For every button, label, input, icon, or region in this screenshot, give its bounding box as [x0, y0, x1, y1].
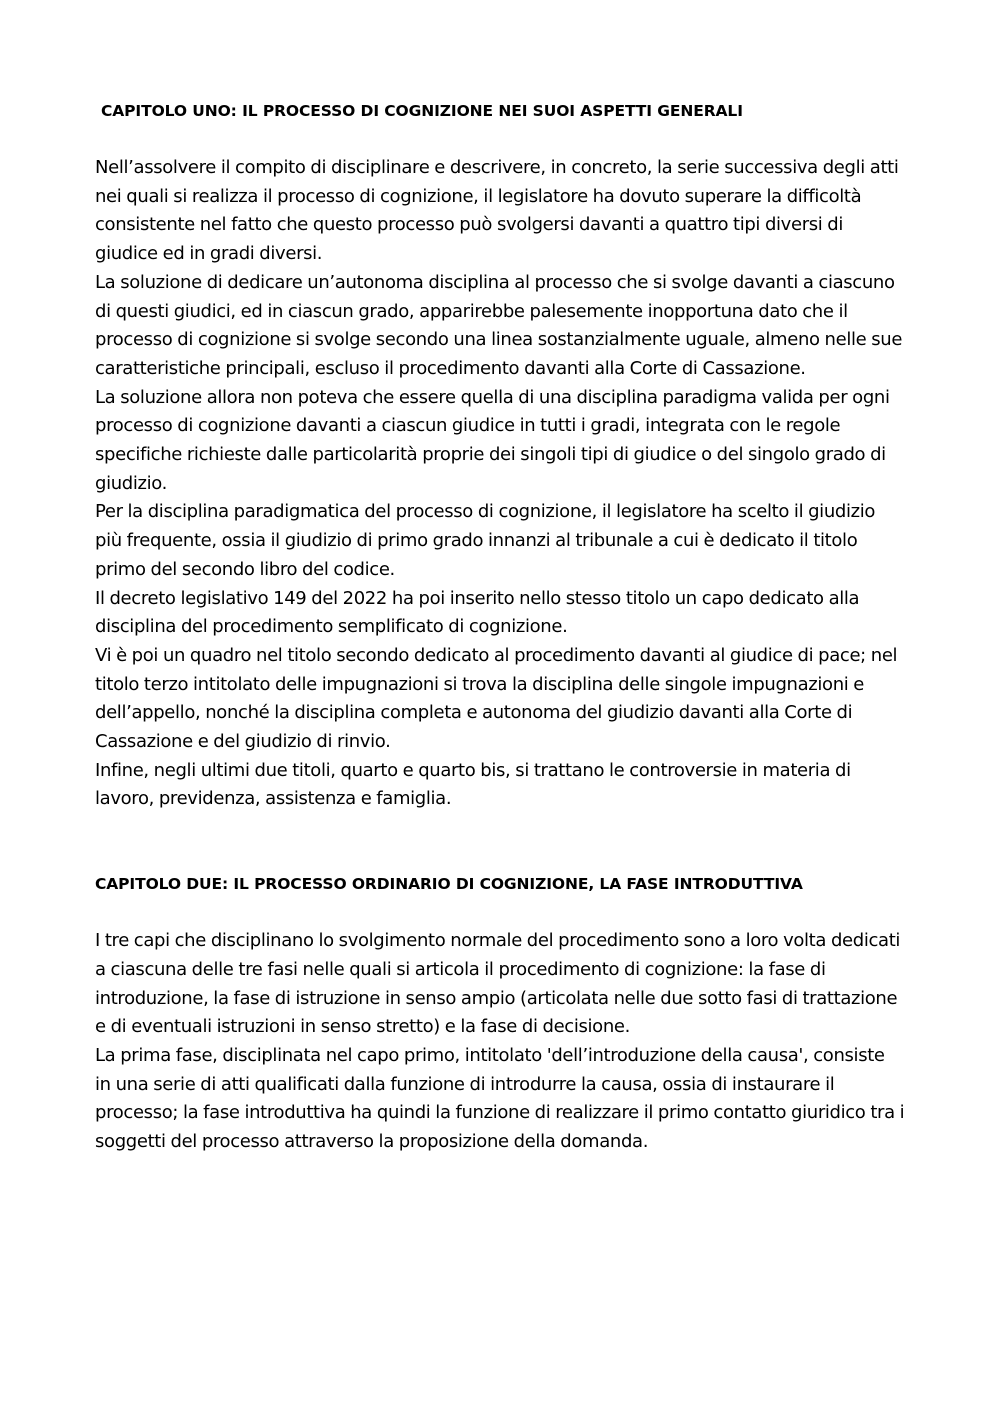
chapter-two-heading: CAPITOLO DUE: IL PROCESSO ORDINARIO DI COGNIZIONE, LA FASE INTRODUTTIVA [95, 875, 803, 894]
chapter-two-paragraph: La prima fase, disciplinata nel capo primo, intitolato 'dell’introduzione della causa', consiste in una serie di atti qualificati dalla funzione di introdurre la causa, ossia di instaurare il processo; la fase introduttiva ha quindi la funzione di realizzare il primo contatto giuridico tra i soggetti del processo attraverso la proposizione della domanda. [95, 1044, 905, 1153]
chapter-one-paragraph: Nell’assolvere il compito di disciplinare e descrivere, in concreto, la serie successiva degli atti nei quali si realizza il processo di cognizione, il legislatore ha dovuto superare la difficoltà consistente nel fatto che questo processo può svolgersi davanti a quattro tipi diversi di giudice ed in gradi diversi. [95, 157, 899, 265]
chapter-one-paragraph: Vi è poi un quadro nel titolo secondo dedicato al procedimento davanti al giudice di pace; nel titolo terzo intitolato delle impugnazioni si trova la disciplina delle singole impugnazioni e dell’appello, nonché la disciplina completa e autonoma del giudizio davanti alla Corte di Cassazione e del giudizio di rinvio. [95, 644, 898, 753]
spacer [95, 124, 905, 154]
chapter-one-paragraph: La soluzione allora non poteva che essere quella di una disciplina paradigma valida per ogni processo di cognizione davanti a ciascun giudice in tutti i gradi, integrata con le regole specifiche richieste dalle particolarità proprie dei singoli tipi di giudice o del singolo grado di giudizio. [95, 386, 890, 494]
chapter-one-paragraph: La soluzione di dedicare un’autonoma disciplina al processo che si svolge davanti a ciascuno di questi giudici, ed in ciascun grado, apparirebbe palesemente inopportuna dato che il processo di cognizione si svolge secondo una linea sostanzialmente uguale, almeno nelle sue caratteristiche principali, escluso il procedimento davanti alla Corte di Cassazione. [95, 271, 903, 379]
chapter-one-heading: CAPITOLO UNO: IL PROCESSO DI COGNIZIONE NEI SUOI ASPETTI GENERALI [101, 102, 743, 120]
chapter-one-paragraph: Il decreto legislativo 149 del 2022 ha poi inserito nello stesso titolo un capo dedicato alla disciplina del procedimento semplificato di cognizione. [95, 587, 860, 638]
chapter-two-paragraph: I tre capi che disciplinano lo svolgimento normale del procedimento sono a loro volta dedicati a ciascuna delle tre fasi nelle quali si articola il procedimento di cognizione: la fase di introduzione, la fase di istruzione in senso ampio (articolata nelle due sotto fasi di trattazione e di eventuali istruzioni in senso stretto) e la fase di decisione. [95, 930, 901, 1038]
chapter-one-paragraph: Infine, negli ultimi due titoli, quarto e quarto bis, si trattano le controversie in materia di lavoro, previdenza, assistenza e famiglia. [95, 759, 851, 810]
spacer [95, 897, 905, 927]
chapter-one-paragraph: Per la disciplina paradigmatica del processo di cognizione, il legislatore ha scelto il giudizio più frequente, ossia il giudizio di primo grado innanzi al tribunale a cui è dedicato il titolo primo del secondo libro del codice. [95, 501, 876, 580]
document-body [95, 98, 905, 1157]
spacer [95, 814, 905, 871]
